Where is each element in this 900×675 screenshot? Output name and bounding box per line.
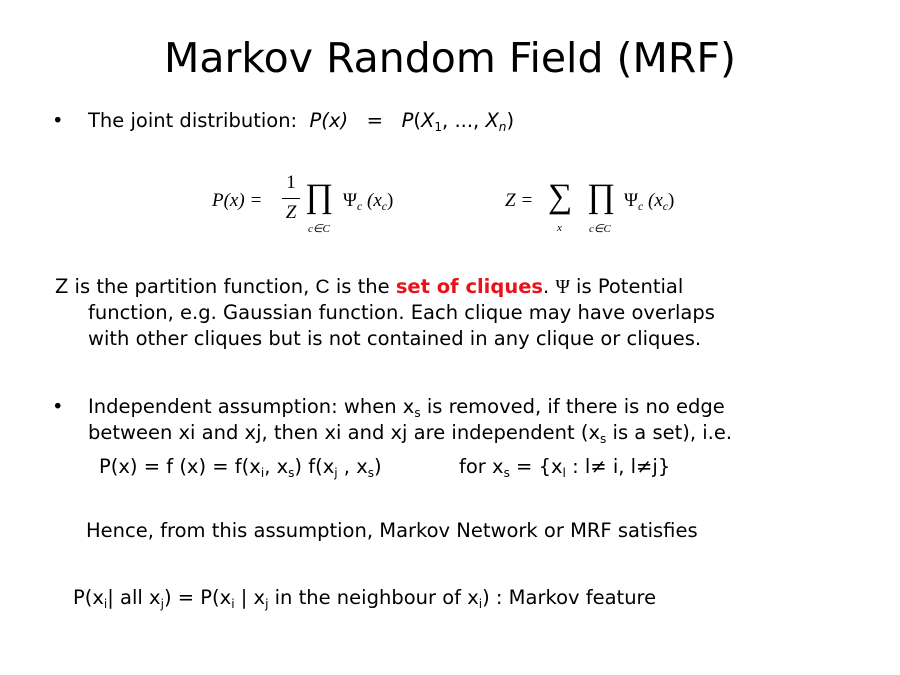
formula-z-psi: $\Psi_c$ $(x_c)$ xyxy=(624,190,675,213)
joint-equals: = xyxy=(366,109,384,132)
formula-p-psi: $\Psi_c$ $(x_c)$ xyxy=(343,190,394,213)
formula-p-lhs: P(x) = xyxy=(212,190,263,211)
cliques-highlight: set of cliques xyxy=(395,275,544,298)
joint-sub-1: 1 xyxy=(434,119,443,134)
psi-symbol: Ψ xyxy=(555,277,570,298)
joint-sub-n: n xyxy=(498,119,507,134)
partition-line-3: with other cliques but is not contained in any clique or cliques. xyxy=(88,327,702,350)
joint-separator: , ..., xyxy=(442,109,486,132)
joint-p-x: P(x) xyxy=(309,109,349,132)
markov-feature-line: $P(x_i|$ all $x_j) = P(x_i$ | $x_j$ in the neighbour of $x_i$) : Markov feature xyxy=(73,586,657,611)
joint-label: The joint distribution: xyxy=(88,109,298,132)
product-subscript: c∈C xyxy=(589,223,611,235)
partition-line-1: Z is the partition function, C is the set of cliques. Ψ is Potential xyxy=(55,275,684,298)
fraction-bar xyxy=(282,198,300,199)
product-symbol: ∏ xyxy=(305,178,333,215)
joint-xn: X xyxy=(485,109,499,132)
joint-distribution-line xyxy=(88,108,514,134)
product-symbol: ∏ xyxy=(587,178,615,215)
formula-p-denominator: Z xyxy=(285,202,297,223)
bullet-marker: • xyxy=(52,109,64,132)
independent-line-2: between xi and xj, then xi and xj are independent ($x_s$ is a set), i.e. xyxy=(88,421,733,446)
joint-p: P xyxy=(401,109,414,132)
sum-symbol: ∑ xyxy=(548,178,573,215)
sum-subscript: x xyxy=(557,222,562,234)
partition-line-2: function, e.g. Gaussian function. Each clique may have overlaps xyxy=(88,301,715,324)
product-subscript: c∈C xyxy=(308,223,330,235)
formula-p-numerator: 1 xyxy=(286,172,296,193)
joint-close-paren: ) xyxy=(506,109,515,132)
joint-x1: X xyxy=(421,109,435,132)
cliques-set-symbol: C xyxy=(315,276,330,298)
hence-line: Hence, from this assumption, Markov Network or MRF satisfies xyxy=(86,519,698,542)
independence-condition: for $x_s = \{x_l$ : l≠ i, l≠j} xyxy=(459,455,671,480)
independence-equation: P(x) = f $(x) = f(x_i$, $x_s$) $f(x_j$ , $x_s$) xyxy=(99,455,382,480)
slide-title: Markov Random Field (MRF) xyxy=(164,34,736,82)
joint-open-paren: ( xyxy=(413,109,421,132)
formula-z-lhs: Z = xyxy=(505,190,534,211)
bullet-marker: • xyxy=(52,395,64,418)
independent-line-1: Independent assumption: when $x_s$ is removed, if there is no edge xyxy=(88,395,725,420)
